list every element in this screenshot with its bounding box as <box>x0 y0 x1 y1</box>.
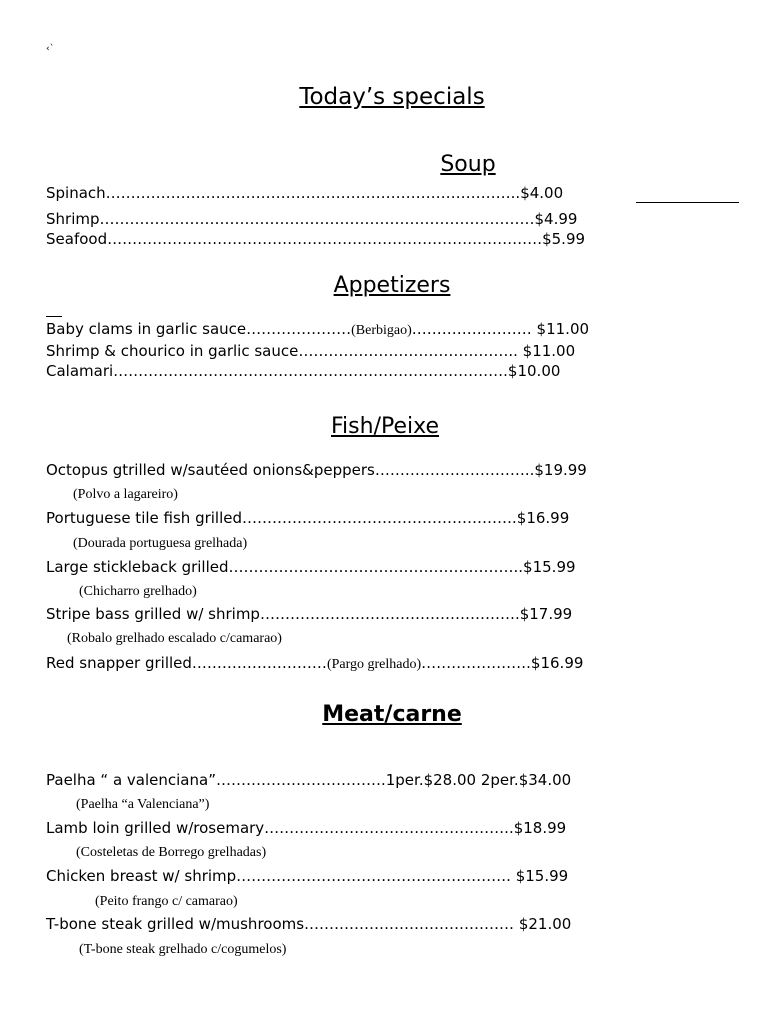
fish-item-stickleback-native: (Chicharro grelhado) <box>79 584 197 599</box>
appetizers-heading: Appetizers <box>333 273 451 298</box>
soup-item-shrimp: Shrimp……………………………………………………………………………$4.99 <box>46 210 578 228</box>
soup-item-spinach: Spinach………………………………………………………………………..$4.00 <box>46 184 564 202</box>
corner-mark: ‹` <box>46 44 55 54</box>
fish-heading: Fish/Peixe <box>331 414 439 439</box>
fish-item-red-snapper: Red snapper grilled………………………(Pargo grelhado)………………….$16.99 <box>46 654 584 672</box>
fish-item-stickleback: Large stickleback grilled…………………………………………………..$15.99 <box>46 558 576 576</box>
fish-item-stripe-bass: Stripe bass grilled w/ shrimp…………………………………………….$17.99 <box>46 605 573 623</box>
page-title: Today’s specials <box>299 84 485 110</box>
appetizers-rule <box>46 316 62 317</box>
soup-rule <box>636 202 739 203</box>
meat-item-t-bone-native: (T-bone steak grelhado c/cogumelos) <box>79 942 287 957</box>
meat-item-lamb-loin-native: (Costeletas de Borrego grelhadas) <box>76 845 267 860</box>
fish-item-octopus-native: (Polvo a lagareiro) <box>73 487 178 502</box>
meat-item-lamb-loin: Lamb loin grilled w/rosemary…………………………………………..$18.99 <box>46 819 567 837</box>
fish-item-octopus: Octopus gtrilled w/sautéed onions&peppers…………………………..$19.99 <box>46 461 587 479</box>
soup-item-seafood: Seafood……………………………………………………………………………$5.99 <box>46 230 586 248</box>
appetizer-item-shrimp-chourico: Shrimp & chourico in garlic sauce…………………………………….. $11.00 <box>46 342 576 360</box>
appetizer-item-baby-clams: Baby clams in garlic sauce…………………(Berbigao)…………………… $11.00 <box>46 320 590 338</box>
fish-item-stripe-bass-native: (Robalo grelhado escalado c/camarao) <box>67 631 282 646</box>
meat-item-chicken-breast-native: (Peito frango c/ camarao) <box>95 894 238 909</box>
meat-item-t-bone: T-bone steak grilled w/mushrooms…………………………………… $21.00 <box>46 915 572 933</box>
soup-heading: Soup <box>440 152 496 177</box>
fish-item-tile-fish: Portuguese tile fish grilled……………………………………………….$16.99 <box>46 509 570 527</box>
meat-heading: Meat/carne <box>322 702 462 727</box>
appetizer-item-calamari: Calamari…………………………………………………………………….$10.00 <box>46 362 561 380</box>
meat-item-paelha-native: (Paelha “a Valenciana”) <box>76 797 210 812</box>
fish-item-tile-fish-native: (Dourada portuguesa grelhada) <box>73 536 248 551</box>
meat-item-chicken-breast: Chicken breast w/ shrimp………………………………………………. $15.99 <box>46 867 569 885</box>
meat-item-paelha: Paelha “ a valenciana”…………………………….1per.$28.00 2per.$34.00 <box>46 771 572 789</box>
